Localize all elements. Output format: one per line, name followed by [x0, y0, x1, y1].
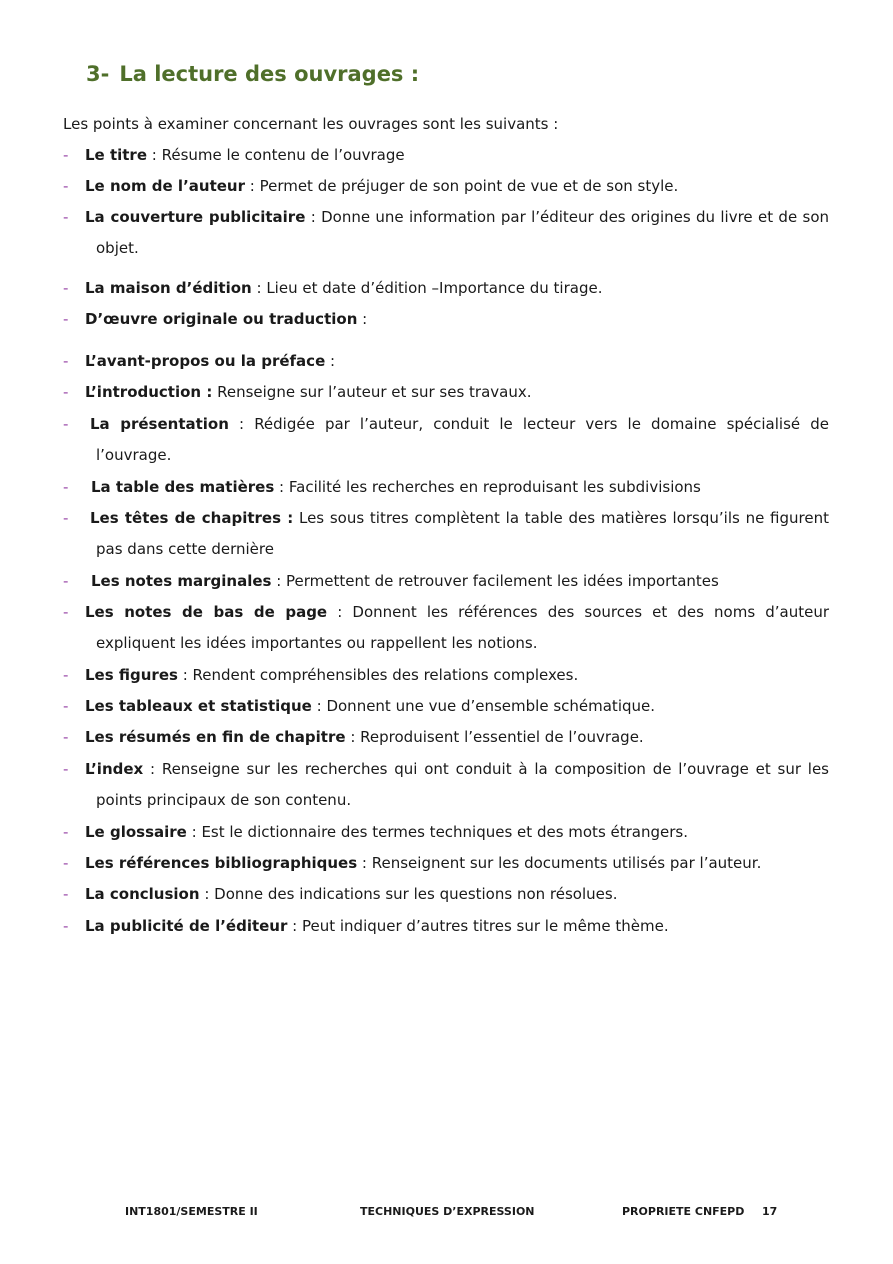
item-term: Les têtes de chapitres : [90, 509, 294, 527]
list-item: - Les références bibliographiques : Renseignent sur les documents utilisés par l’auteur. [63, 848, 829, 879]
item-description: Permet de préjuger de son point de vue et de son style. [259, 177, 679, 195]
list-item: - Le nom de l’auteur : Permet de préjuger de son point de vue et de son style. [63, 171, 829, 202]
bullet-dash: - [63, 279, 69, 297]
item-description: Est le dictionnaire des termes techniques et des mots étrangers. [201, 823, 688, 841]
list-item: - Les tableaux et statistique : Donnent une vue d’ensemble schématique. [63, 691, 829, 722]
footer-course-title: TECHNIQUES D’EXPRESSION [360, 1205, 535, 1218]
item-description: Donnent une vue d’ensemble schématique. [326, 697, 656, 715]
item-description: Rédigée par l’auteur, conduit le lecteur vers le domaine spécialisé de l’ouvrage. [96, 415, 829, 464]
list-item: - L’index : Renseigne sur les recherches qui ont conduit à la composition de l’ouvrage et sur les points principaux de son contenu. [63, 754, 829, 816]
item-term: Le titre [85, 146, 148, 164]
item-description: Résume le contenu de l’ouvrage [161, 146, 405, 164]
list-item: - La publicité de l’éditeur : Peut indiquer d’autres titres sur le même thème. [63, 911, 829, 942]
item-term: Le glossaire [85, 823, 187, 841]
bullet-dash: - [63, 146, 69, 164]
list-item: - La maison d’édition : Lieu et date d’édition –Importance du tirage. [63, 273, 829, 304]
list-item: - D’œuvre originale ou traduction : [63, 304, 829, 335]
list-item: - La table des matières : Facilité les recherches en reproduisant les subdivisions [63, 472, 829, 503]
bullet-dash: - [63, 760, 69, 778]
list-item: - Les figures : Rendent compréhensibles des relations complexes. [63, 660, 829, 691]
item-description: Permettent de retrouver facilement les idées importantes [286, 572, 719, 590]
item-term: D’œuvre originale ou traduction [85, 310, 358, 328]
item-term: La couverture publicitaire [85, 208, 306, 226]
list-item: - Les notes de bas de page : Donnent les références des sources et des noms d’auteur expliquent les idées importantes ou rappellent les notions. [63, 597, 829, 659]
list-item: - Le titre : Résume le contenu de l’ouvrage [63, 140, 829, 171]
item-term: La présentation [90, 415, 229, 433]
item-term: L’avant-propos ou la préface [85, 352, 326, 370]
list-item: - La conclusion : Donne des indications sur les questions non résolues. [63, 879, 829, 910]
list-item: - La présentation : Rédigée par l’auteur, conduit le lecteur vers le domaine spécialisé de l’ouvrage. [63, 409, 829, 471]
bullet-dash: - [63, 478, 69, 496]
bullet-dash: - [63, 697, 69, 715]
item-term: La publicité de l’éditeur [85, 917, 288, 935]
list-item: - Les résumés en fin de chapitre : Reproduisent l’essentiel de l’ouvrage. [63, 722, 829, 753]
bullet-dash: - [63, 509, 69, 527]
bullet-dash: - [63, 603, 69, 621]
item-description: Renseigne sur l’auteur et sur ses travaux. [217, 383, 532, 401]
item-term: La conclusion [85, 885, 200, 903]
list-item: - Les notes marginales : Permettent de retrouver facilement les idées importantes [63, 566, 829, 597]
item-description: Les sous titres complètent la table des matières lorsqu’ils ne figurent pas dans cette dernière [96, 509, 829, 558]
item-term: La maison d’édition [85, 279, 252, 297]
list-item: - La couverture publicitaire : Donne une information par l’éditeur des origines du livre et de son objet. [63, 202, 829, 264]
bullet-dash: - [63, 854, 69, 872]
item-description: Renseignent sur les documents utilisés par l’auteur. [371, 854, 762, 872]
item-description: Facilité les recherches en reproduisant les subdivisions [288, 478, 701, 496]
item-term: Les notes de bas de page [85, 603, 328, 621]
item-description: Reproduisent l’essentiel de l’ouvrage. [360, 728, 644, 746]
item-term: Le nom de l’auteur [85, 177, 245, 195]
bullet-dash: - [63, 383, 69, 401]
bullet-dash: - [63, 572, 69, 590]
bullet-dash: - [63, 208, 69, 226]
list-item [63, 503, 829, 565]
item-description: Renseigne sur les recherches qui ont conduit à la composition de l’ouvrage et sur les points principaux de son contenu. [96, 760, 829, 809]
item-term: Les notes marginales [91, 572, 272, 590]
bullet-dash: - [63, 352, 69, 370]
item-description: Donne des indications sur les questions non résolues. [214, 885, 618, 903]
item-term: Les résumés en fin de chapitre [85, 728, 346, 746]
item-description: Donne une information par l’éditeur des origines du livre et de son objet. [96, 208, 830, 257]
list-item: - L’avant-propos ou la préface : [63, 346, 829, 377]
section-heading [86, 62, 419, 86]
bullet-dash: - [63, 885, 69, 903]
section-number: 3- [86, 62, 110, 86]
bullet-dash: - [63, 415, 69, 433]
list-item [63, 377, 829, 408]
item-description: Peut indiquer d’autres titres sur le même thème. [301, 917, 669, 935]
bullet-dash: - [63, 310, 69, 328]
intro-paragraph: Les points à examiner concernant les ouvrages sont les suivants : [63, 115, 559, 133]
item-term: L’index [85, 760, 144, 778]
item-term: La table des matières [91, 478, 275, 496]
item-description: Lieu et date d’édition –Importance du tirage. [266, 279, 603, 297]
bullet-dash: - [63, 728, 69, 746]
bullet-dash: - [63, 177, 69, 195]
item-term: L’introduction : [85, 383, 213, 401]
footer-owner: PROPRIETE CNFEPD [622, 1205, 745, 1218]
bullet-dash: - [63, 823, 69, 841]
item-term: Les références bibliographiques [85, 854, 358, 872]
item-term: Les figures [85, 666, 178, 684]
bullet-dash: - [63, 666, 69, 684]
page-number: 17 [762, 1205, 778, 1218]
bullet-dash: - [63, 917, 69, 935]
item-description: Rendent compréhensibles des relations complexes. [192, 666, 579, 684]
item-description: Donnent les références des sources et des noms d’auteur expliquent les idées importantes ou rappellent les notions. [96, 603, 830, 652]
section-title: La lecture des ouvrages : [119, 62, 420, 86]
item-term: Les tableaux et statistique [85, 697, 312, 715]
list-item: - Le glossaire : Est le dictionnaire des termes techniques et des mots étrangers. [63, 817, 829, 848]
footer-course-code: INT1801/SEMESTRE II [125, 1205, 258, 1218]
